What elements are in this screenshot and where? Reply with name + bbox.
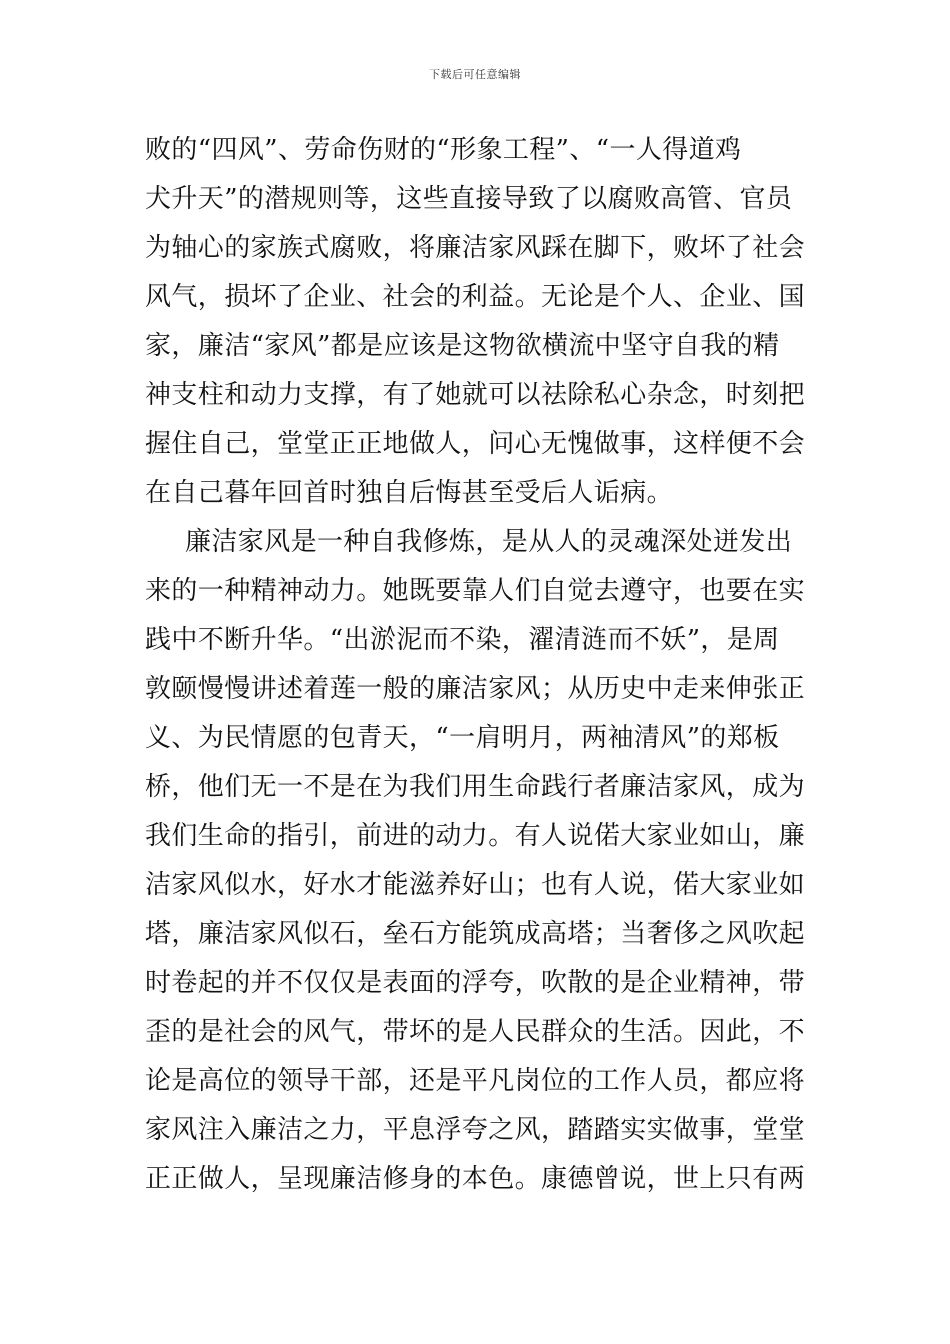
text-line: 为轴心的家族式腐败，将廉洁家风踩在脚下，败坏了社会 bbox=[145, 233, 806, 263]
text-line: 洁家风似水，好水才能滋养好山；也有人说，偌大家业如 bbox=[145, 870, 806, 900]
document-body bbox=[145, 126, 810, 1204]
text-line: 正正做人，呈现廉洁修身的本色。康德曾说，世上只有两 bbox=[145, 1164, 806, 1194]
text-line: 践中不断升华。“出淤泥而不染，濯清涟而不妖”，是周 bbox=[145, 625, 780, 655]
text-line-first-indented: 廉洁家风是一种自我修炼，是从人的灵魂深处迸发出 bbox=[185, 527, 793, 557]
text-line: 来的一种精神动力。她既要靠人们自觉去遵守，也要在实 bbox=[145, 576, 806, 606]
text-line: 歪的是社会的风气，带坏的是人民群众的生活。因此，不 bbox=[145, 1017, 806, 1047]
text-line: 桥，他们无一不是在为我们用生命践行者廉洁家风，成为 bbox=[145, 772, 806, 802]
paragraph-1 bbox=[145, 126, 810, 518]
text-line: 家风注入廉洁之力，平息浮夸之风，踏踏实实做事，堂堂 bbox=[145, 1115, 806, 1145]
paragraph-2 bbox=[145, 518, 810, 1204]
text-line: 犬升天”的潜规则等，这些直接导致了以腐败高管、官员 bbox=[145, 184, 793, 214]
text-line: 神支柱和动力支撑，有了她就可以祛除私心杂念，时刻把 bbox=[145, 380, 806, 410]
text-line: 在自己暮年回首时独自后悔甚至受后人诟病。 bbox=[145, 478, 674, 508]
text-line: 我们生命的指引，前进的动力。有人说偌大家业如山，廉 bbox=[145, 821, 806, 851]
text-line: 论是高位的领导干部，还是平凡岗位的工作人员，都应将 bbox=[145, 1066, 806, 1096]
text-line: 风气，损坏了企业、社会的利益。无论是个人、企业、国 bbox=[145, 282, 806, 312]
page-header: 下载后可任意编辑 bbox=[429, 68, 521, 81]
text-line: 家，廉洁“家风”都是应该是这物欲横流中坚守自我的精 bbox=[145, 331, 780, 361]
text-line: 握住自己，堂堂正正地做人，问心无愧做事，这样便不会 bbox=[145, 429, 806, 459]
text-line: 塔，廉洁家风似石，垒石方能筑成高塔；当奢侈之风吹起 bbox=[145, 919, 806, 949]
text-line: 时卷起的并不仅仅是表面的浮夸，吹散的是企业精神，带 bbox=[145, 968, 806, 998]
text-line: 败的“四风”、劳命伤财的“形象工程”、“一人得道鸡 bbox=[145, 135, 742, 165]
text-line: 义、为民情愿的包青天，“一肩明月，两袖清风”的郑板 bbox=[145, 723, 780, 753]
text-line: 敦颐慢慢讲述着莲一般的廉洁家风；从历史中走来伸张正 bbox=[145, 674, 806, 704]
